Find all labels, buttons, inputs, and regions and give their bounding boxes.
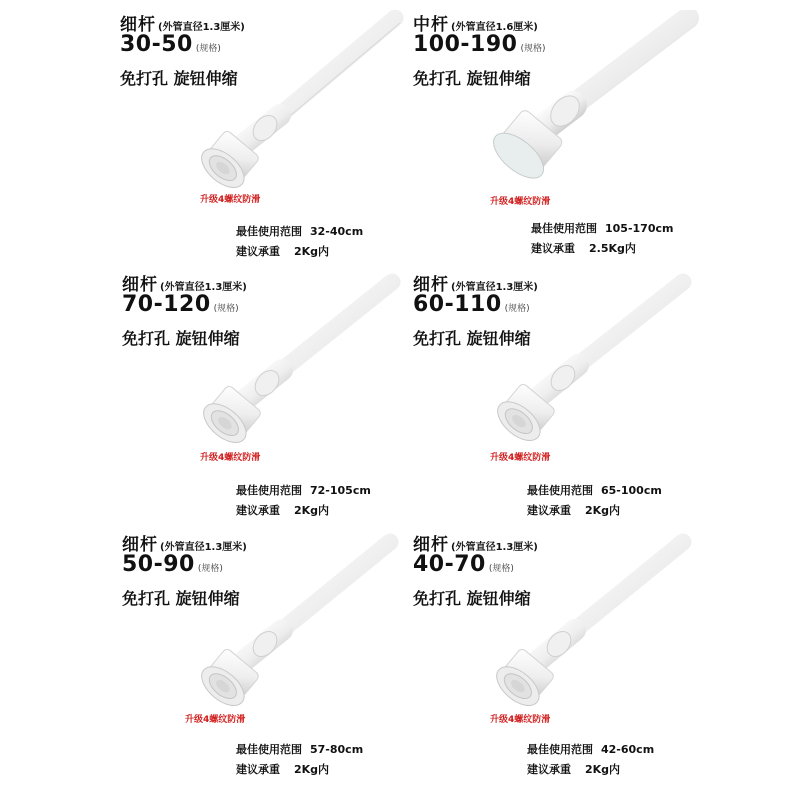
size-range-unit: (规格) — [213, 304, 239, 314]
spec-load-label: 建议承重 — [236, 504, 280, 517]
product-panel — [120, 10, 420, 270]
spec-load-value: 2Kg内 — [585, 504, 621, 517]
feature-text: 免打孔 旋钮伸缩 — [122, 329, 240, 348]
product-panel — [122, 530, 422, 790]
feature-text: 免打孔 旋钮伸缩 — [413, 329, 531, 348]
size-range: 40-70 — [413, 552, 486, 577]
product-panel — [413, 10, 713, 270]
product-panel — [413, 270, 713, 530]
spec-range-value: 105-170cm — [605, 222, 674, 235]
size-range: 60-110 — [413, 292, 502, 317]
spec-block — [527, 481, 662, 521]
spec-block — [236, 481, 371, 521]
rod-type-title: 细杆 — [120, 15, 156, 35]
size-range-unit: (规格) — [488, 564, 514, 574]
rod-type-title: 中杆 — [413, 15, 449, 35]
spec-block — [531, 219, 673, 259]
spec-load-label: 建议承重 — [527, 504, 571, 517]
spec-load-value: 2Kg内 — [294, 763, 330, 776]
spec-range-label: 最佳使用范围 — [531, 222, 597, 235]
feature-text: 免打孔 旋钮伸缩 — [122, 589, 240, 608]
anti-slip-badge: 升级4螺纹防滑 — [490, 197, 551, 207]
feature-text: 免打孔 旋钮伸缩 — [120, 69, 238, 88]
rod-type-title: 细杆 — [413, 275, 449, 295]
anti-slip-badge: 升级4螺纹防滑 — [200, 453, 261, 463]
spec-load-value: 2.5Kg内 — [589, 242, 636, 255]
rod-type-title: 细杆 — [122, 275, 158, 295]
rod-diameter-note: (外管直径1.3厘米) — [158, 22, 245, 33]
spec-load-label: 建议承重 — [236, 245, 280, 258]
spec-block — [527, 740, 654, 780]
spec-block — [236, 740, 363, 780]
size-range-unit: (规格) — [195, 44, 221, 54]
anti-slip-badge: 升级4螺纹防滑 — [185, 715, 246, 725]
rod-diameter-note: (外管直径1.6厘米) — [451, 22, 538, 33]
spec-range-value: 72-105cm — [310, 484, 371, 497]
spec-range-label: 最佳使用范围 — [527, 743, 593, 756]
anti-slip-badge: 升级4螺纹防滑 — [490, 453, 551, 463]
spec-range-label: 最佳使用范围 — [236, 484, 302, 497]
size-range-unit: (规格) — [504, 304, 530, 314]
spec-range-label: 最佳使用范围 — [527, 484, 593, 497]
product-panel — [413, 530, 713, 790]
rod-diameter-note: (外管直径1.3厘米) — [451, 282, 538, 293]
spec-load-label: 建议承重 — [236, 763, 280, 776]
size-range-unit: (规格) — [197, 564, 223, 574]
spec-range-value: 42-60cm — [601, 743, 655, 756]
spec-range-value: 57-80cm — [310, 743, 364, 756]
spec-block — [236, 222, 363, 262]
rod-type-title: 细杆 — [122, 535, 158, 555]
rod-type-title: 细杆 — [413, 535, 449, 555]
anti-slip-badge: 升级4螺纹防滑 — [490, 715, 551, 725]
size-range: 50-90 — [122, 552, 195, 577]
anti-slip-badge: 升级4螺纹防滑 — [200, 195, 261, 205]
feature-text: 免打孔 旋钮伸缩 — [413, 589, 531, 608]
spec-range-value: 65-100cm — [601, 484, 662, 497]
size-range: 30-50 — [120, 32, 193, 57]
product-panel — [122, 270, 422, 530]
spec-range-label: 最佳使用范围 — [236, 225, 302, 238]
spec-load-label: 建议承重 — [527, 763, 571, 776]
rod-diameter-note: (外管直径1.3厘米) — [160, 542, 247, 553]
spec-load-value: 2Kg内 — [294, 504, 330, 517]
rod-diameter-note: (外管直径1.3厘米) — [451, 542, 538, 553]
spec-range-value: 32-40cm — [310, 225, 364, 238]
spec-load-value: 2Kg内 — [585, 763, 621, 776]
size-range: 70-120 — [122, 292, 211, 317]
rod-diameter-note: (外管直径1.3厘米) — [160, 282, 247, 293]
size-range: 100-190 — [413, 32, 518, 57]
spec-load-value: 2Kg内 — [294, 245, 330, 258]
size-range-unit: (规格) — [520, 44, 546, 54]
spec-load-label: 建议承重 — [531, 242, 575, 255]
spec-range-label: 最佳使用范围 — [236, 743, 302, 756]
feature-text: 免打孔 旋钮伸缩 — [413, 69, 531, 88]
